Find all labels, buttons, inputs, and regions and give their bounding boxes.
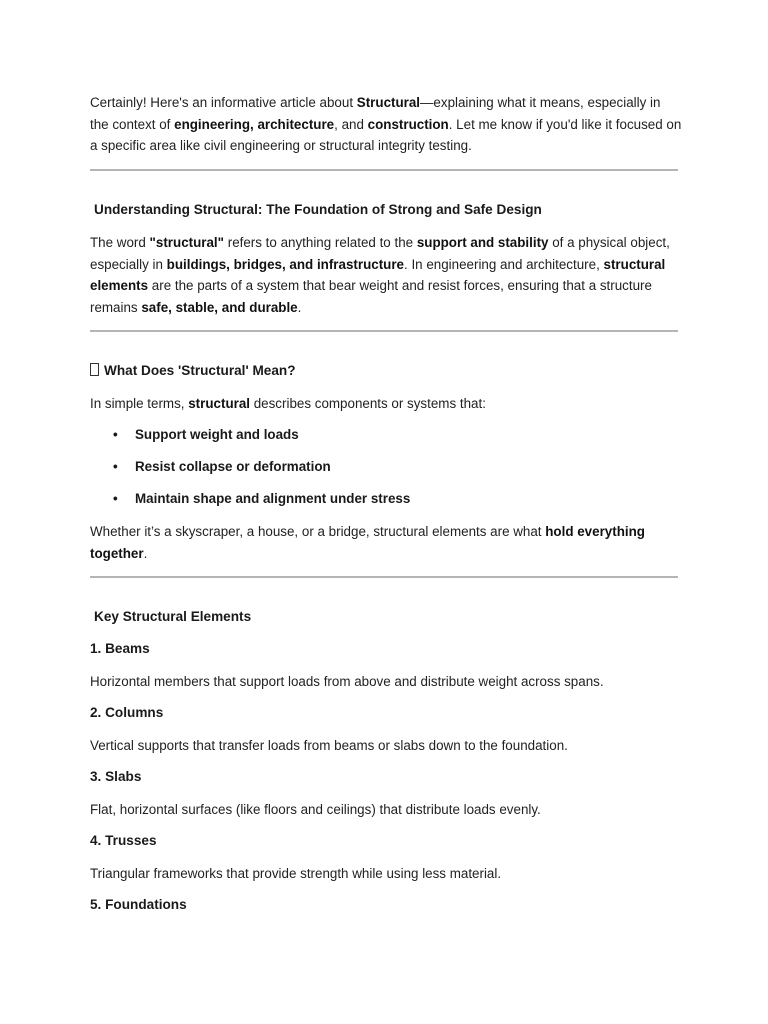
definition-paragraph — [90, 232, 682, 318]
list-item — [90, 424, 410, 456]
definition-bold-elements: structural elements — [90, 256, 666, 293]
definition-bold-safe: safe, stable, and durable — [141, 299, 298, 315]
definition-text-2: refers to anything related to the — [224, 235, 417, 250]
list-item-label: Support weight and loads — [135, 427, 299, 442]
section-heading-understanding: Understanding Structural: The Foundation of Strong and Safe Design — [94, 202, 542, 217]
definition-bold-structural: "structural" — [149, 235, 225, 250]
intro-paragraph — [90, 92, 682, 157]
conclusion-text-1: Whether it’s a skyscraper, a house, or a bridge, structural elements are what — [90, 524, 546, 539]
simple-terms-paragraph — [90, 393, 682, 415]
definition-bold-support: support and stability — [416, 235, 549, 250]
element-title-trusses: 4. Trusses — [90, 833, 157, 848]
list-item — [90, 456, 410, 488]
bullet-list — [90, 424, 410, 520]
list-item-label: Maintain shape and alignment under stress — [135, 491, 411, 506]
definition-text-4: . In engineering and architecture, — [404, 256, 604, 272]
list-item — [90, 488, 410, 520]
section-heading-key-elements: Key Structural Elements — [94, 609, 252, 624]
definition-bold-buildings: buildings, bridges, and infrastructure — [166, 256, 405, 272]
intro-text-3: , and — [334, 116, 368, 132]
element-title-columns: 2. Columns — [90, 705, 164, 720]
intro-bold-construction: construction — [367, 116, 449, 132]
bullet-icon: • — [113, 427, 118, 442]
intro-text-4: . Let me know if you'd like it focused on a specific area like civil engineering or structural integrity testing. — [90, 116, 682, 153]
section-heading-meaning-label: What Does 'Structural' Mean? — [104, 363, 296, 378]
element-title-foundations: 5. Foundations — [90, 897, 187, 912]
element-desc-trusses: Triangular frameworks that provide strength while using less material. — [90, 866, 502, 881]
intro-text-2: —explaining what it means, especially in the context of — [90, 95, 661, 132]
element-desc-beams: Horizontal members that support loads from above and distribute weight across spans. — [90, 674, 604, 689]
element-title-slabs: 3. Slabs — [90, 769, 142, 784]
intro-bold-engineering: engineering, architecture — [174, 116, 335, 132]
intro-text-1: Certainly! Here's an informative article about — [90, 95, 357, 110]
element-title-beams: 1. Beams — [90, 641, 150, 656]
definition-text-5: are the parts of a system that bear weight and resist forces, ensuring that a structure remains — [90, 278, 652, 315]
divider — [90, 169, 678, 171]
divider — [90, 330, 678, 332]
bullet-icon: • — [113, 491, 118, 506]
definition-text-1: The word — [90, 235, 150, 250]
divider — [90, 576, 678, 578]
simple-terms-text-2: describes components or systems that: — [250, 396, 486, 411]
intro-bold-structural: Structural — [356, 95, 421, 110]
conclusion-bold-hold: hold everything together — [90, 524, 645, 561]
definition-text-3: of a physical object, especially in — [90, 235, 670, 272]
bullet-icon: • — [113, 459, 118, 474]
conclusion-text-2: . — [143, 545, 148, 561]
missing-glyph-icon — [90, 363, 99, 376]
section-heading-meaning — [90, 361, 296, 381]
simple-terms-bold-structural: structural — [188, 396, 250, 411]
simple-terms-text-1: In simple terms, — [90, 396, 189, 411]
conclusion-paragraph — [90, 521, 682, 564]
list-item-label: Resist collapse or deformation — [135, 459, 331, 474]
element-desc-columns: Vertical supports that transfer loads from beams or slabs down to the foundation. — [90, 738, 568, 753]
definition-text-6: . — [297, 299, 302, 315]
element-desc-slabs: Flat, horizontal surfaces (like floors and ceilings) that distribute loads evenly. — [90, 802, 541, 817]
